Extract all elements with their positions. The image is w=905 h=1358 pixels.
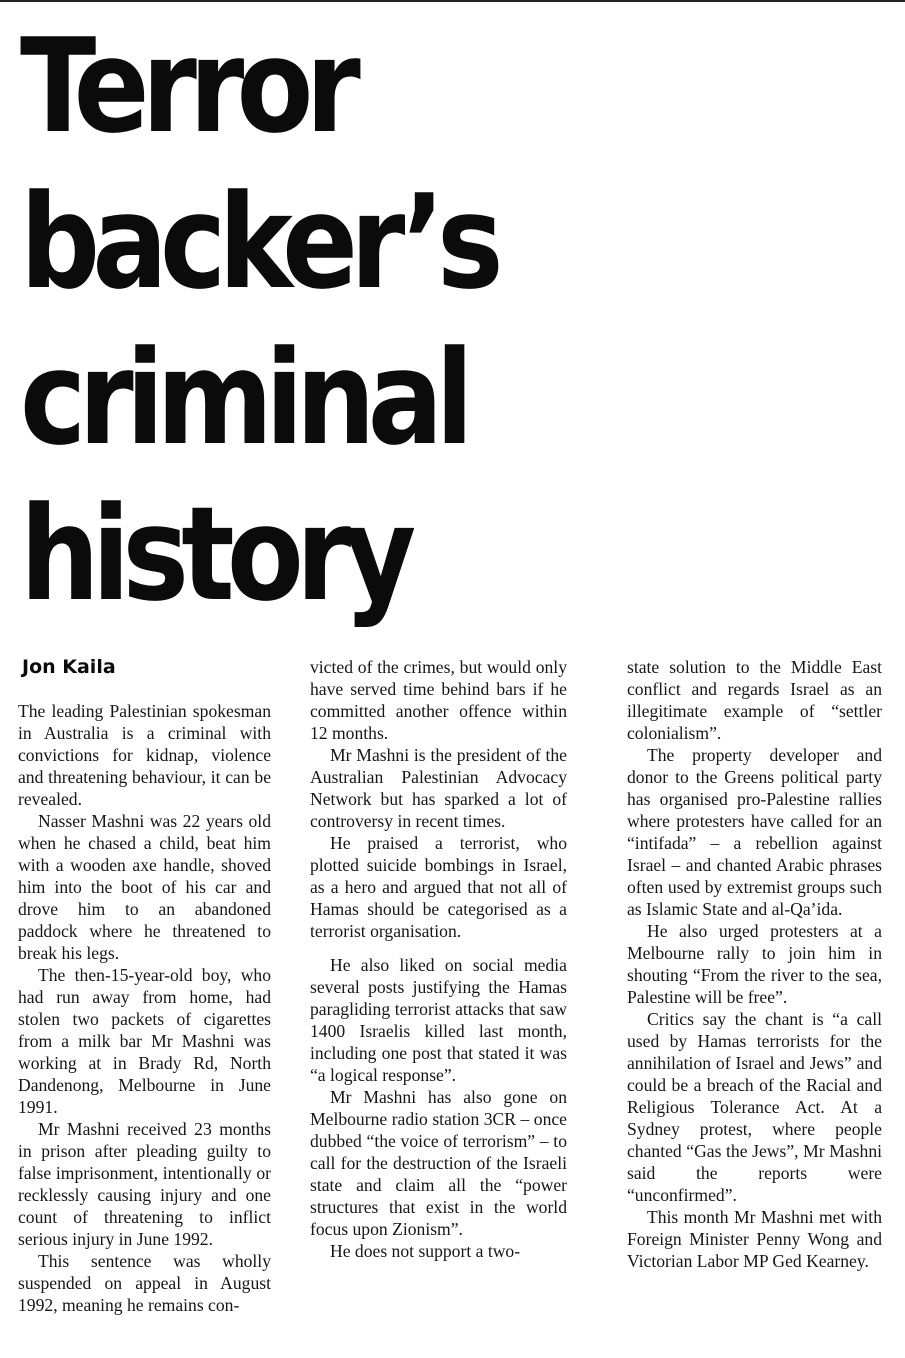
headline-line-1: Terror <box>20 10 354 162</box>
paragraph: victed of the crimes, but would only have served time behind bars if he committed another offence within 12 months. <box>310 657 567 743</box>
headline <box>20 8 777 632</box>
byline: Jon Kaila <box>22 656 116 678</box>
paragraph: Nasser Mashni was 22 years old when he chased a child, beat him with a wooden axe handle, shoved him into the boot of his car and drove him to an abandoned paddock where he threatened to break his legs. <box>18 811 271 963</box>
top-rule <box>0 0 905 2</box>
paragraph: He also urged protesters at a Melbourne rally to join him in shouting “From the river to the sea, Palestine will be free”. <box>627 921 882 1007</box>
paragraph: Critics say the chant is “a call used by Hamas terrorists for the annihilation of Israel and Jews” and could be a breach of the Racial and Religious Tolerance Act. At a Sydney protest, where people chanted “Gas the Jews”, Mr Mashni said the reports were “unconfirmed”. <box>627 1009 882 1205</box>
paragraph: He does not support a two- <box>330 1241 521 1261</box>
headline-line-2: backer’s <box>20 166 496 318</box>
paragraph: This sentence was wholly suspended on appeal in August 1992, meaning he remains con- <box>18 1251 271 1315</box>
paragraph: The property developer and donor to the Greens political party has organised pro-Palestine rallies where protesters have called for an “intifada” – a rebellion against Israel – and chanted Arabic phrases often used by extremist groups such as Islamic State and al-Qa’ida. <box>627 745 882 919</box>
headline-line-3: criminal <box>20 322 466 474</box>
paragraph: Mr Mashni received 23 months in prison after pleading guilty to false imprisonment, intentionally or recklessly causing injury and one count of threatening to inflict serious injury in June 1992. <box>18 1119 271 1249</box>
article-column-1 <box>18 700 271 1316</box>
paragraph: He also liked on social media several posts justifying the Hamas paragliding terrorist attacks that saw 1400 Israelis killed last month, including one post that stated it was “a logical response”. <box>310 955 567 1085</box>
paragraph: This month Mr Mashni met with Foreign Minister Penny Wong and Victorian Labor MP Ged Kearney. <box>627 1207 882 1271</box>
paragraph: The then-15-year-old boy, who had run away from home, had stolen two packets of cigarettes from a milk bar Mr Mashni was working at in Brady Rd, North Dandenong, Melbourne in June 1991. <box>18 965 271 1117</box>
article-column-2 <box>310 656 567 1262</box>
article-column-3 <box>627 656 882 1272</box>
paragraph: state solution to the Middle East conflict and regards Israel as an illegitimate example of “settler colonialism”. <box>627 657 882 743</box>
paragraph: Mr Mashni is the president of the Australian Palestinian Advocacy Network but has sparked a lot of controversy in recent times. <box>310 745 567 831</box>
headline-line-4: history <box>20 478 409 630</box>
paragraph: He praised a terrorist, who plotted suicide bombings in Israel, as a hero and argued that not all of Hamas should be categorised as a terrorist organisation. <box>310 833 567 941</box>
paragraph: The leading Palestinian spokesman in Australia is a criminal with convictions for kidnap, violence and threatening behaviour, it can be revealed. <box>18 701 271 809</box>
paragraph: Mr Mashni has also gone on Melbourne radio station 3CR – once dubbed “the voice of terrorism” – to call for the destruction of the Israeli state and claim all the “power structures that exist in the world focus upon Zionism”. <box>310 1087 567 1239</box>
